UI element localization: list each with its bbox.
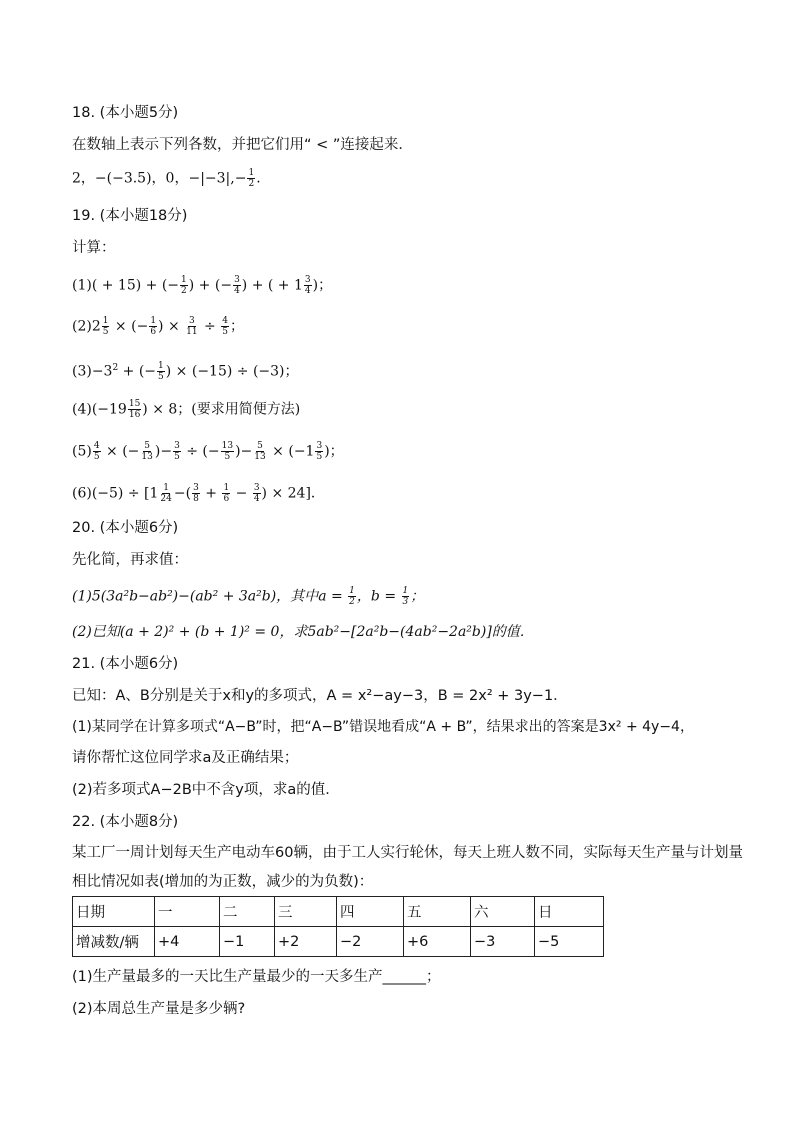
- q18-numbers-a: 2，−(−3.5)，0，−|−3|,−: [72, 170, 247, 187]
- q21-line-3: 请你帮忙这位同学求a及正确结果；: [72, 750, 299, 766]
- q20-problem-1: (1)5(3a²b−ab²)−(ab² + 3a²b)，其中a = $\frac{1}{2}$ ，b = $\frac{1}{3}$ ；: [72, 586, 425, 607]
- table-cell: 一: [155, 897, 220, 927]
- fraction: $\frac{3}{8}$: [193, 483, 199, 504]
- q19-problem-4: (4)(−19 $\frac{15}{16}$ ) × 8；(要求用简便方法): [72, 399, 301, 420]
- q19-heading: 19. (本小题18分): [72, 208, 188, 224]
- fraction: $\frac{15}{16}$: [128, 399, 141, 420]
- table-cell: +2: [275, 927, 337, 957]
- fraction: $\frac{5}{13}$: [254, 441, 266, 462]
- q19-problem-5: (5) $\frac{4}{5}$ × (− $\frac{5}{13}$ )− $\frac{3}{5}$ ÷ (− $\frac{13}{5}$ )− $\frac{5}{13}$ × (−1 $\frac{3}{5}$ )；: [72, 441, 344, 462]
- q19-intro: 计算：: [72, 240, 116, 256]
- fraction: $\frac{3}{4}$: [304, 275, 311, 296]
- q19-problem-1: (1)( + 15) + (− $\frac{1}{2}$ ) + (− $\frac{3}{4}$ ) + ( + 1 $\frac{3}{4}$ )；: [72, 275, 333, 296]
- fraction: $\frac{4}{5}$: [93, 441, 100, 462]
- q22-heading: 22. (本小题8分): [72, 814, 179, 830]
- fraction: $\frac{1}{5}$: [158, 361, 164, 383]
- q21-line-4: (2)若多项式A−2B中不含y项，求a的值．: [72, 782, 340, 798]
- table-cell: 四: [337, 897, 404, 927]
- table-cell: −3: [471, 927, 535, 957]
- fraction: $\frac{13}{5}$: [221, 441, 234, 462]
- fraction: $\frac{1}{2}$: [181, 275, 187, 296]
- q20-problem-2: (2)已知(a + 2)² + (b + 1)² = 0，求5ab²−[2a²b−(4ab²−2a²b)]的值．: [72, 624, 534, 640]
- table-row: [73, 897, 604, 927]
- table-cell: −2: [337, 927, 404, 957]
- q22-line-2: 相比情况如表(增加的为正数，减少的为负数)：: [72, 874, 374, 890]
- q22-sub-2: (2)本周总生产量是多少辆?: [72, 1001, 246, 1017]
- table-cell: 日期: [73, 897, 155, 927]
- fraction: $\frac{1}{2}$: [349, 586, 355, 607]
- q19-problem-3: $(3)-3^2$ + (− $\frac{1}{5}$ ) × (−15) ÷ (−3)；: [72, 361, 299, 383]
- fraction: $\frac{4}{5}$: [222, 316, 228, 337]
- q21-heading: 21. (本小题6分): [72, 656, 179, 672]
- table-cell: 五: [404, 897, 471, 927]
- table-cell: −1: [220, 927, 275, 957]
- table-cell: 增减数/辆: [73, 927, 155, 957]
- fraction: $\frac{1}{2}$: [248, 168, 255, 189]
- q18-heading: 18. (本小题5分): [72, 105, 179, 121]
- table-cell: 日: [535, 897, 604, 927]
- table-cell: −5: [535, 927, 604, 957]
- fraction: $\frac{1}{6}$: [150, 316, 157, 337]
- q19-problem-2: (2)2 $\frac{1}{5}$ × (− $\frac{1}{6}$ ) × $\frac{3}{11}$ ÷ $\frac{4}{5}$ ；: [72, 316, 244, 337]
- q18-numbers: 2，−(−3.5)，0，−|−3|,− $\frac{1}{2}$ .: [72, 168, 261, 189]
- fraction: $\frac{5}{13}$: [141, 441, 153, 462]
- q19-problem-6: (6)(−5) ÷ [1 $\frac{1}{24}$ −( $\frac{3}{8}$ + $\frac{1}{6}$ − $\frac{3}{4}$ ) × 24]．: [72, 483, 325, 504]
- fraction: $\frac{1}{5}$: [102, 316, 109, 337]
- q20-heading: 20. (本小题6分): [72, 520, 179, 536]
- fraction: $\frac{3}{11}$: [186, 316, 198, 337]
- table-cell: 二: [220, 897, 275, 927]
- q22-sub-1: (1)生产量最多的一天比生产量最少的一天多生产______；: [72, 969, 441, 985]
- fraction: $\frac{3}{4}$: [234, 275, 240, 296]
- fraction: $\frac{3}{5}$: [174, 441, 180, 462]
- q21-line-1: 已知：A、B分别是关于x和y的多项式，A = x²−ay−3，B = 2x² + 3y−1．: [72, 688, 568, 704]
- q21-line-2: (1)某同学在计算多项式“A−B”时，把“A−B”错误地看成“A + B”，结果求出的答案是3x² + 4y−4，: [72, 719, 694, 735]
- q18-text: 在数轴上表示下列各数，并把它们用“ < ”连接起来．: [72, 137, 413, 153]
- table-cell: +6: [404, 927, 471, 957]
- table-cell: 三: [275, 897, 337, 927]
- q20-intro: 先化简，再求值：: [72, 552, 188, 568]
- table-row: [73, 927, 604, 957]
- fraction: $\frac{3}{4}$: [253, 483, 260, 504]
- table-cell: 六: [471, 897, 535, 927]
- fraction: $\frac{1}{3}$: [402, 586, 409, 607]
- q22-line-1: 某工厂一周计划每天生产电动车60辆，由于工人实行轮休，每天上班人数不同，实际每天生产量与计划量: [72, 845, 743, 861]
- fraction: $\frac{3}{5}$: [316, 441, 323, 462]
- fraction: $\frac{1}{24}$: [160, 483, 172, 504]
- table-cell: +4: [155, 927, 220, 957]
- fraction: $\frac{1}{6}$: [223, 483, 230, 504]
- production-table: [72, 896, 604, 957]
